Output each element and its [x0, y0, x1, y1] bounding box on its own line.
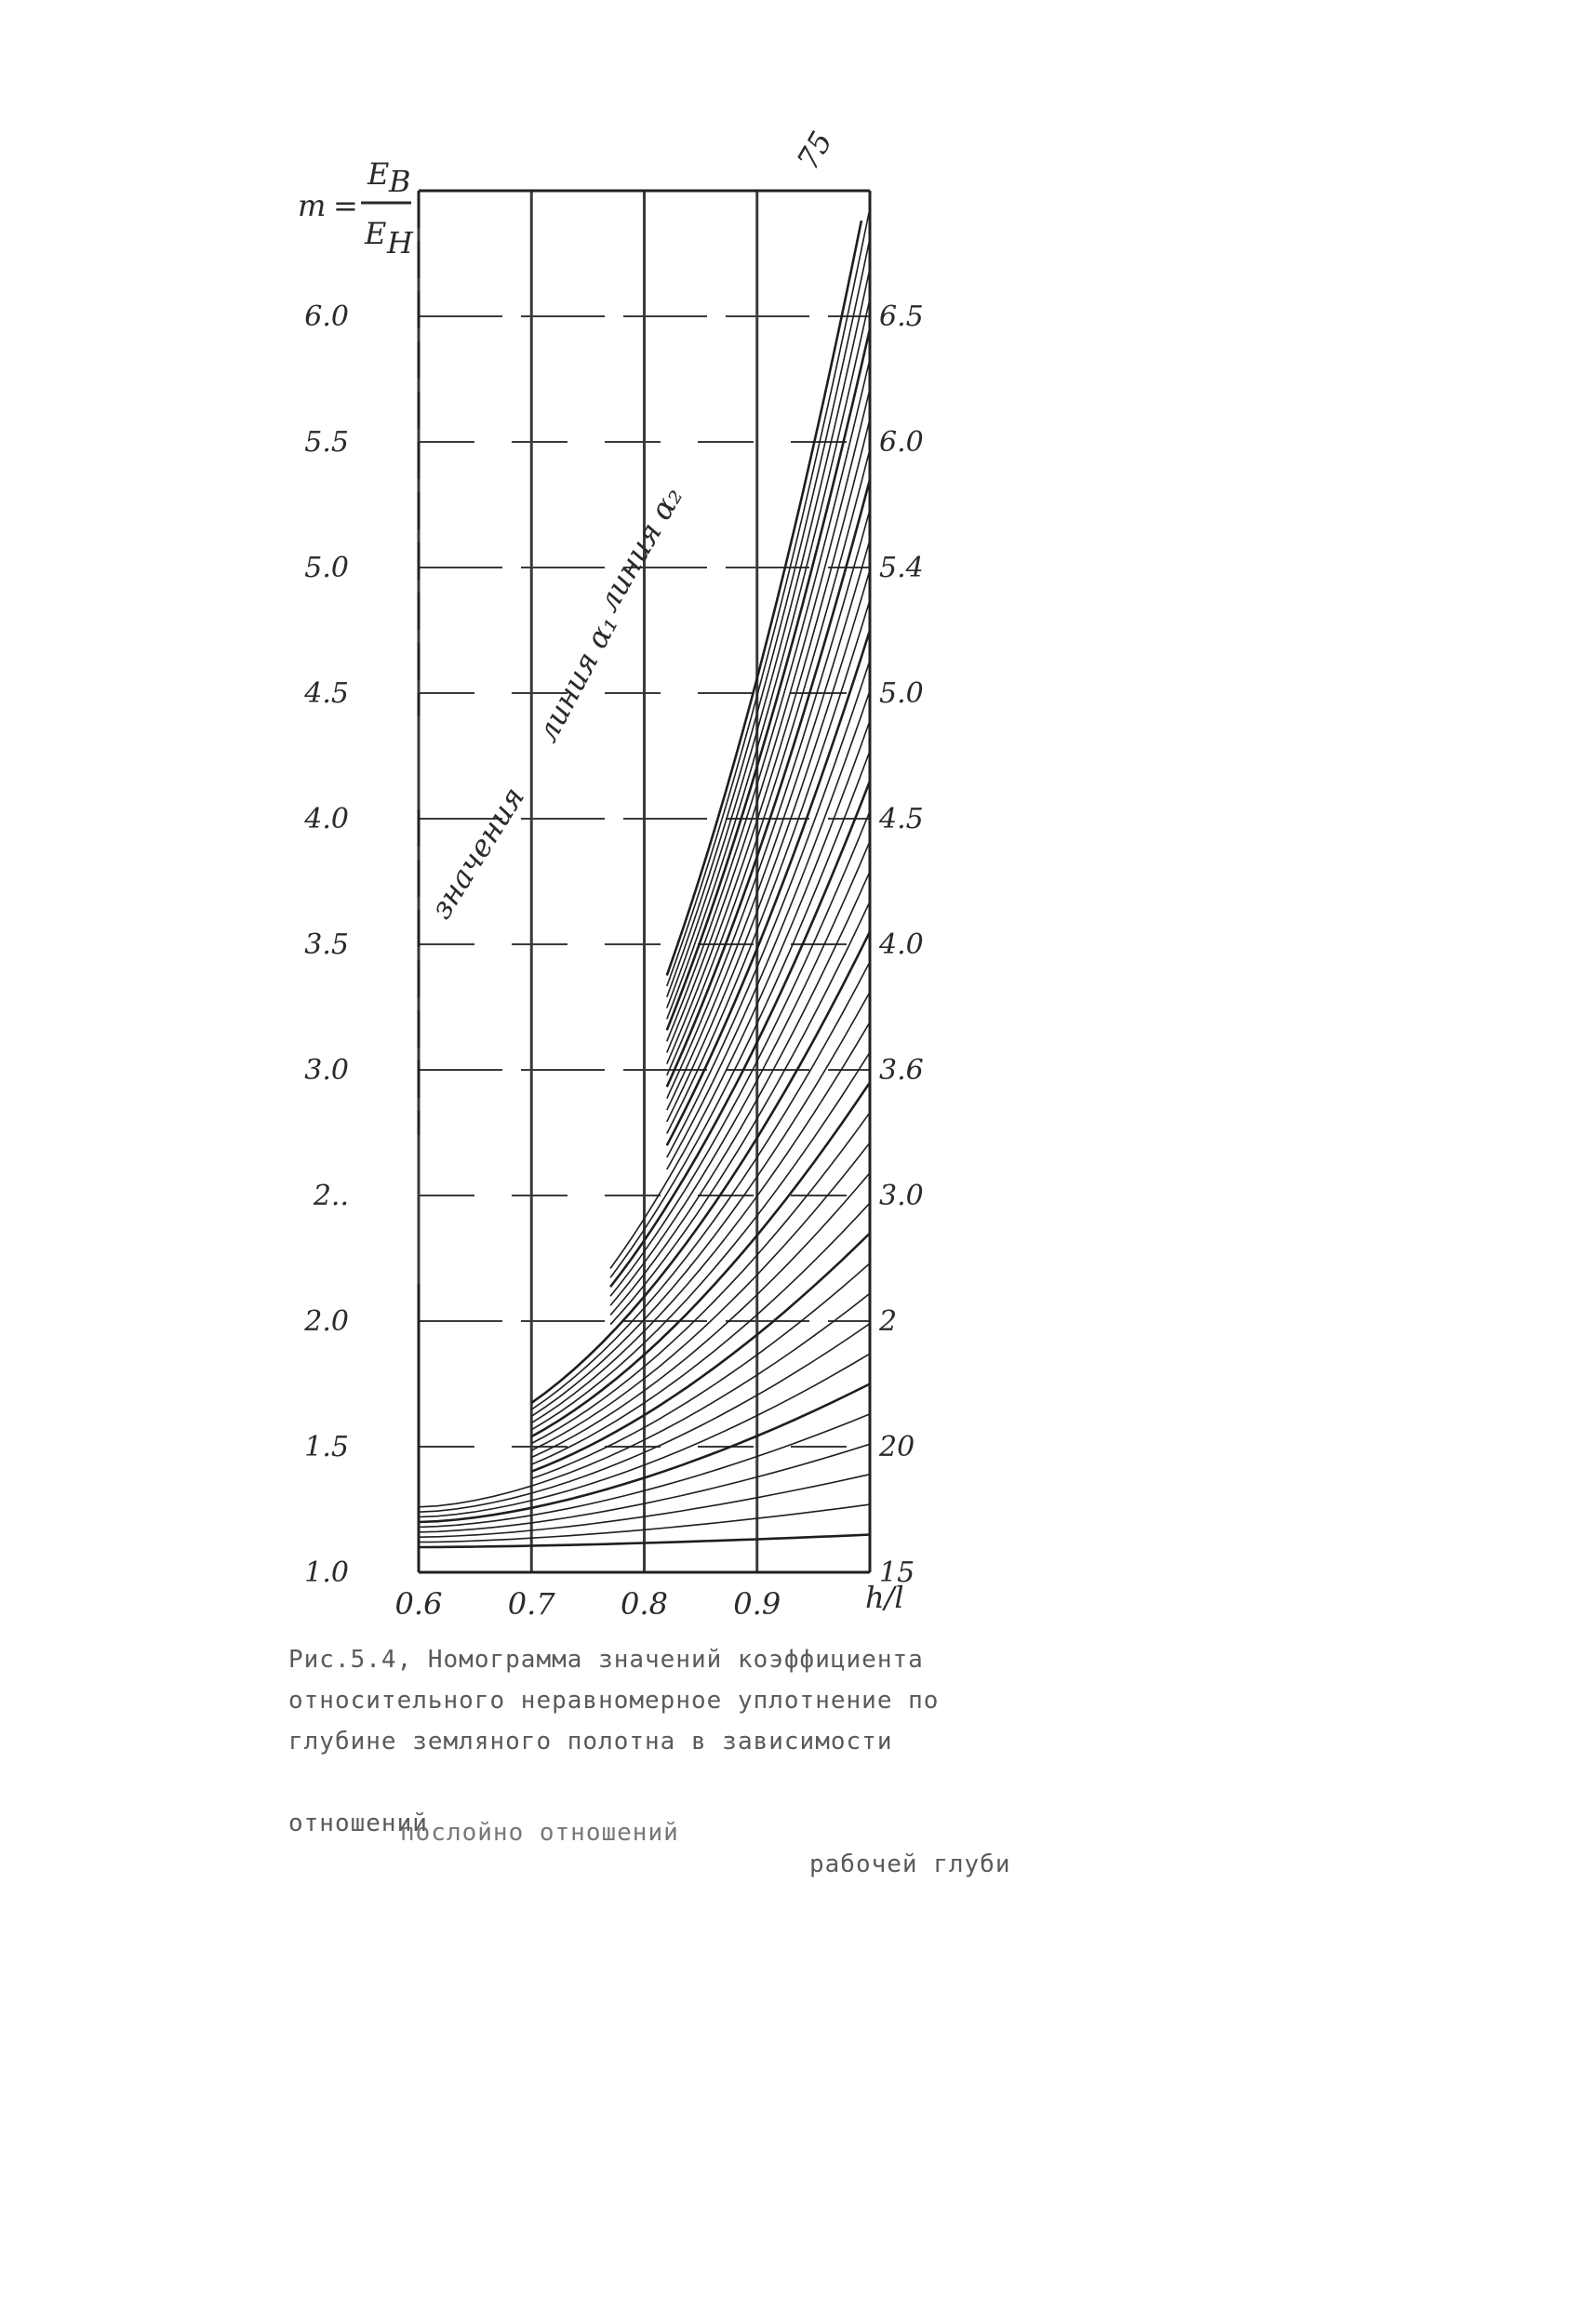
figure-caption: [288, 1639, 1051, 1878]
caption-line-4-left: отношений: [288, 1810, 428, 1837]
left-tick-label-5: 3.5: [304, 928, 349, 961]
left-tick-label-7: 4.5: [304, 677, 349, 710]
y-title-num: E: [367, 156, 390, 192]
caption-line-2: относительного неравномерное уплотнение по: [288, 1687, 940, 1715]
chart-grid: [419, 191, 870, 1572]
right-tick-label-8: 5.4: [879, 552, 924, 584]
curve-45: [667, 220, 861, 975]
y-title-num-sub: B: [389, 164, 411, 199]
left-tick-label-2: 2.0: [304, 1305, 349, 1338]
y-title-den-sub: H: [387, 225, 413, 260]
right-tick-label-4: 3.6: [879, 1054, 924, 1087]
right-axis-ticks: [878, 301, 924, 1589]
x-tick-label-3: 0.9: [733, 1586, 781, 1622]
x-axis-ticks: [395, 1586, 781, 1622]
y-title-den: E: [365, 216, 387, 251]
right-tick-label-7: 5.0: [879, 677, 924, 710]
left-tick-label-6: 4.0: [304, 803, 349, 835]
annotation-values: значения: [422, 780, 532, 926]
curve-37: [667, 420, 870, 1064]
curve-36: [667, 449, 870, 1075]
left-tick-label-9: 5.5: [304, 426, 349, 459]
curve-16: [531, 1052, 870, 1430]
right-tick-label-2: 2: [879, 1305, 898, 1338]
caption-line-1: Рис.5.4, Номограмма значений коэффициента: [288, 1646, 924, 1674]
curve-26: [610, 751, 870, 1277]
x-tick-label-1: 0.7: [507, 1586, 555, 1622]
left-tick-label-8: 5.0: [304, 552, 349, 584]
x-axis-title: [865, 1580, 904, 1615]
left-tick-label-1: 1.5: [304, 1431, 349, 1463]
right-tick-label-1: 20: [879, 1431, 915, 1463]
curve-27: [610, 721, 870, 1269]
left-axis-ticks: [303, 301, 349, 1589]
curve-24: [610, 811, 870, 1296]
caption-line-3: глубине земляного полотна в зависимости: [288, 1728, 893, 1756]
curve-31: [667, 600, 870, 1133]
y-title-m: m: [298, 188, 327, 223]
annotation-alpha2: линия α₂: [590, 480, 690, 618]
right-tick-label-6: 4.5: [879, 803, 924, 835]
curve-23: [610, 841, 870, 1305]
y-axis-title: [298, 156, 414, 260]
right-tick-label-10: 6.5: [879, 301, 924, 333]
left-tick-label-3: 2..: [313, 1180, 349, 1212]
right-tick-label-9: 6.0: [879, 426, 924, 459]
right-tick-label-3: 3.0: [879, 1180, 924, 1212]
left-tick-label-10: 6.0: [304, 301, 349, 333]
left-tick-label-0: 1.0: [304, 1556, 349, 1589]
y-title-eq: =: [333, 188, 358, 223]
annotation-alpha1: линия α₁: [528, 608, 625, 748]
caption-footer: послойно отношений: [400, 1819, 679, 1847]
x-title: h/l: [865, 1580, 904, 1615]
x-tick-label-0: 0.6: [394, 1586, 443, 1622]
right-tick-label-5: 4.0: [879, 928, 924, 961]
top-curve-mark: 75: [790, 125, 840, 176]
x-tick-label-2: 0.8: [621, 1586, 668, 1622]
caption-line-4-right: рабочей глуби: [809, 1850, 1011, 1878]
left-tick-label-4: 3.0: [304, 1054, 349, 1087]
right-tick-label-0: 15: [879, 1556, 915, 1589]
